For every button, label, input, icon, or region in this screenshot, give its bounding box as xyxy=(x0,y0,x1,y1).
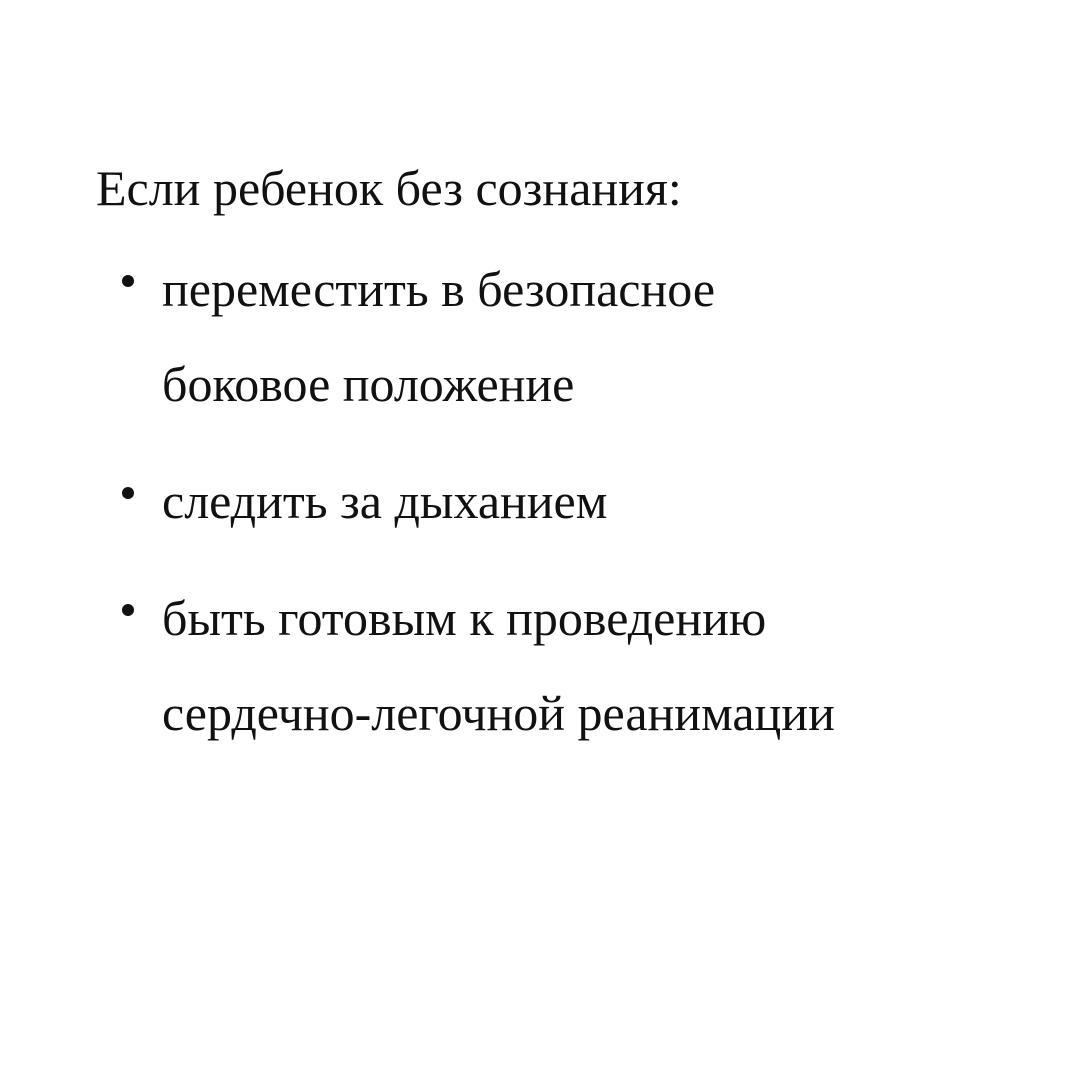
list-item-line: боковое положение xyxy=(162,356,575,412)
list-item-line: быть готовым к проведению xyxy=(162,590,767,646)
list-item-line: переместить в безопасное xyxy=(162,261,716,317)
list-item xyxy=(96,571,1056,761)
list-item xyxy=(96,454,1056,549)
bullet-icon xyxy=(122,275,134,287)
list-item-line: сердечно-легочной реанимации xyxy=(162,685,835,741)
bullet-icon xyxy=(122,487,134,499)
bullet-list xyxy=(96,242,1056,761)
bullet-icon xyxy=(122,604,134,616)
list-item-line: следить за дыханием xyxy=(162,473,608,529)
heading: Если ребенок без сознания: xyxy=(96,160,682,216)
content-block xyxy=(96,150,1056,783)
list-item xyxy=(96,242,1056,432)
